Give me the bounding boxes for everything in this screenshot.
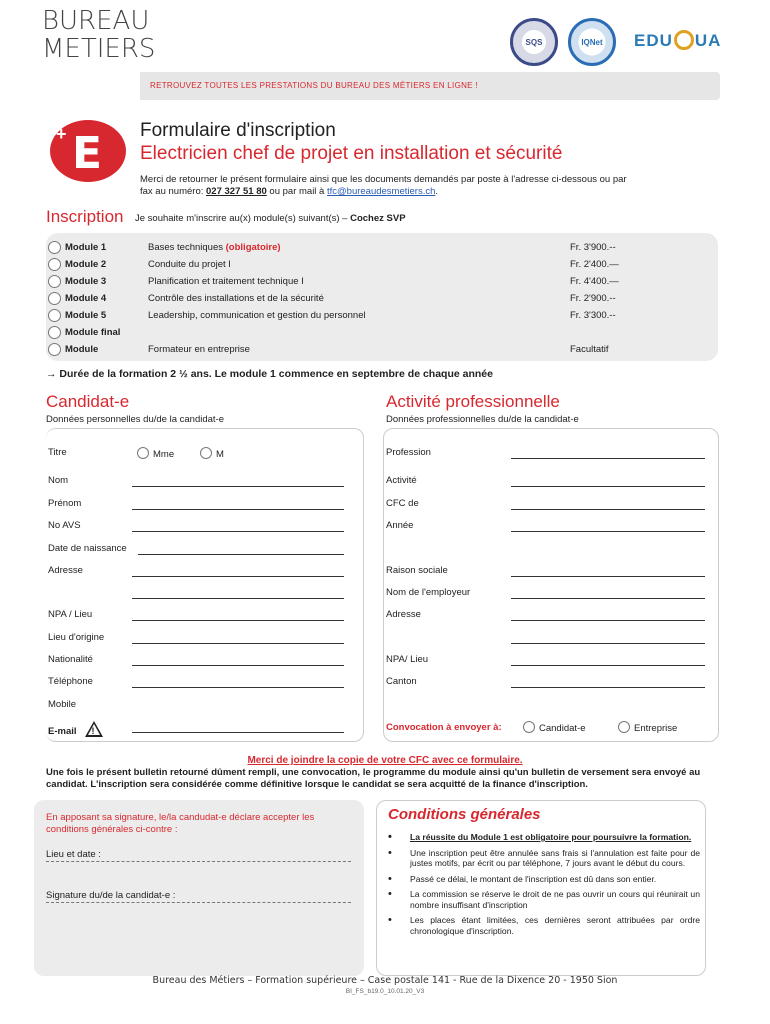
lieu-date-line[interactable]	[46, 861, 351, 862]
module-price: Fr. 3'900.--	[570, 242, 616, 253]
module-radio[interactable]	[48, 309, 61, 322]
candidat-subtitle: Données personnelles du/de la candidat-e	[46, 414, 224, 425]
module-price: Fr. 2'900.--	[570, 293, 616, 304]
pro-raison-input-line[interactable]	[511, 576, 705, 577]
activite-title: Activité professionnelle	[386, 392, 560, 411]
cfc-reminder: Merci de joindre la copie de votre CFC avec ce formulaire.	[247, 755, 523, 766]
website-banner[interactable]: RETROUVEZ TOUTES LES PRESTATIONS DU BUREAU DES MÉTIERS EN LIGNE !	[140, 72, 720, 100]
naissance-label: Date de naissance	[48, 543, 127, 554]
logo-line2: METIERS	[42, 34, 156, 64]
form-title: Formulaire d'inscription	[140, 120, 336, 141]
conditions-list	[388, 832, 700, 941]
nom-label: Nom	[48, 475, 69, 486]
module-row[interactable]	[46, 291, 718, 307]
module-name: Module final	[65, 327, 121, 338]
pro-npa-input-line[interactable]	[511, 665, 705, 666]
module-desc: Conduite du projet I	[148, 259, 231, 270]
prenom-input-line[interactable]	[132, 509, 344, 510]
module-row[interactable]	[46, 325, 718, 341]
module-desc: Leadership, communication et gestion du personnel	[148, 310, 366, 321]
module-name: Module 5	[65, 310, 107, 321]
pro-profession-input-line[interactable]	[511, 458, 705, 459]
iqnet-certification-badge	[568, 18, 616, 66]
origine-label: Lieu d'origine	[48, 632, 105, 643]
eduqua-pre: EDU	[634, 31, 673, 50]
npa-label: NPA / Lieu	[48, 609, 93, 620]
m-radio[interactable]	[200, 447, 212, 459]
inscription-title: Inscription	[46, 207, 124, 226]
module-radio[interactable]	[48, 326, 61, 339]
pro-annee-label: Année	[386, 520, 414, 531]
condition-item: • La commission se réserve le droit de ne pas ouvrir un cours qui réunirait un nombre insuffisant d'inscription	[388, 889, 700, 910]
fax-number: 027 327 51 80	[206, 186, 267, 197]
pro-npa-label: NPA/ Lieu	[386, 654, 429, 665]
email-link[interactable]: tfc@bureaudesmetiers.ch	[326, 186, 436, 197]
pro-profession-label: Profession	[386, 447, 431, 458]
telephone-input-line[interactable]	[132, 687, 344, 688]
condition-item: • Les places étant limitées, ces dernières seront attribuées par ordre chronologique d'inscription.	[388, 915, 700, 936]
activite-box	[383, 428, 719, 742]
footer-address: Bureau des Métiers – Formation supérieure – Case postale 141 - Rue de la Dixence 20 - 1950 Sion	[152, 975, 618, 986]
module-name: Module 3	[65, 276, 107, 287]
pro-activite-label: Activité	[386, 475, 417, 486]
conditions-title: Conditions générales	[388, 806, 541, 823]
condition-item: • Une inscription peut être annulée sans frais si l'annulation est faite pour de justes motifs, par écrit ou par téléphone, 7 jours avant le début du cours.	[388, 848, 700, 869]
titre-mme-option[interactable]: Mme	[137, 447, 174, 460]
nom-input-line[interactable]	[132, 486, 344, 487]
module-price: Fr. 2'400.—	[570, 259, 619, 270]
sqs-certification-badge	[510, 18, 558, 66]
pro-adresse-input-line[interactable]	[511, 620, 705, 621]
signature-intro: En apposant sa signature, le/la candudat-e déclare accepter les conditions générales ci-contre :	[46, 812, 315, 835]
convocation-label: Convocation à envoyer à:	[386, 722, 502, 733]
pro-raison-label: Raison sociale	[386, 565, 448, 576]
mobile-label: Mobile	[48, 699, 76, 710]
convocation-entreprise-option[interactable]: Entreprise	[618, 721, 677, 734]
nationalite-label: Nationalité	[48, 654, 93, 665]
titre-label: Titre	[48, 447, 67, 458]
module-price: Fr. 4'400.—	[570, 276, 619, 287]
module-name: Module 4	[65, 293, 107, 304]
pro-adresse-label: Adresse	[386, 609, 421, 620]
module-price: Fr. 3'300.--	[570, 310, 616, 321]
confirmation-note: Une fois le présent bulletin retourné dûment rempli, une convocation, le programme du module ainsi qu'un bulletin de versement sera envoyé au candidat. L'inscription sera considérée comme définitive lorsque le candidat se sera acquitté de la finance d'inscription.	[46, 767, 701, 790]
email-input-line[interactable]	[132, 732, 344, 733]
pro-adresse-2-input-line[interactable]	[511, 643, 705, 644]
module-row[interactable]	[46, 240, 718, 256]
module-radio[interactable]	[48, 292, 61, 305]
duration-note: → Durée de la formation 2 ½ ans. Le module 1 commence en septembre de chaque année	[46, 368, 493, 380]
inscription-subtitle: Je souhaite m'inscrire au(x) module(s) suivant(s) – Cochez SVP	[135, 213, 406, 224]
lieu-date-label: Lieu et date :	[46, 849, 101, 860]
nationalite-input-line[interactable]	[132, 665, 344, 666]
module-name: Module 2	[65, 259, 107, 270]
candidat-radio[interactable]	[523, 721, 535, 733]
intro-text: Merci de retourner le présent formulaire ainsi que les documents demandés par poste à l'adresse ci-dessous ou par fax au numéro: 027 327 51 80 ou par mail à tfc@bureaudesmetiers.ch.	[140, 174, 627, 197]
electrician-e-icon: + E	[50, 120, 126, 182]
pro-activite-input-line[interactable]	[511, 486, 705, 487]
activite-subtitle: Données professionnelles du/de la candidat-e	[386, 414, 579, 425]
pro-canton-label: Canton	[386, 676, 417, 687]
module-desc: Contrôle des installations et de la sécurité	[148, 293, 324, 304]
module-radio[interactable]	[48, 258, 61, 271]
candidat-box	[46, 428, 364, 742]
sqs-label: SQS	[525, 38, 543, 47]
candidat-title: Candidat-e	[46, 392, 130, 411]
module-desc: Planification et traitement technique I	[148, 276, 304, 287]
module-desc: Formateur en entreprise	[148, 344, 250, 355]
avs-input-line[interactable]	[132, 531, 344, 532]
pro-annee-input-line[interactable]	[511, 531, 705, 532]
origine-input-line[interactable]	[132, 643, 344, 644]
prenom-label: Prénom	[48, 498, 82, 509]
warning-icon: !	[85, 721, 103, 737]
pro-canton-input-line[interactable]	[511, 687, 705, 688]
eduqua-post: UA	[694, 31, 722, 50]
eduqua-q-icon	[674, 30, 694, 50]
module-radio[interactable]	[48, 343, 61, 356]
module-row[interactable]	[46, 342, 718, 358]
adresse-input-line[interactable]	[132, 576, 344, 577]
titre-m-option[interactable]: M	[200, 447, 224, 460]
avs-label: No AVS	[48, 520, 81, 531]
logo-line1: BUREAU	[42, 6, 150, 36]
signature-label: Signature du/de la candidat-e :	[46, 890, 176, 901]
iqnet-label: IQNet	[581, 38, 603, 47]
logo	[42, 8, 155, 62]
condition-item: • Passé ce délai, le montant de l'inscription est dû dans son entier.	[388, 874, 700, 885]
module-name: Module 1	[65, 242, 107, 253]
email-label: E-mail !	[48, 721, 103, 737]
pro-employeur-input-line[interactable]	[511, 598, 705, 599]
module-price: Facultatif	[570, 344, 609, 355]
module-name: Module	[65, 344, 99, 355]
document-reference: BI_FS_b19.0_10.01.20_V3	[345, 988, 425, 995]
condition-item: • La réussite du Module 1 est obligatoire pour poursuivre la formation.	[388, 832, 700, 843]
naissance-input-line[interactable]	[138, 554, 344, 555]
module-radio[interactable]	[48, 241, 61, 254]
module-row[interactable]	[46, 308, 718, 324]
mme-radio[interactable]	[137, 447, 149, 459]
telephone-label: Téléphone	[48, 676, 93, 687]
pro-employeur-label: Nom de l'employeur	[386, 587, 471, 598]
module-row[interactable]	[46, 257, 718, 273]
npa-input-line[interactable]	[132, 620, 344, 621]
eduqua-logo	[634, 30, 721, 51]
module-radio[interactable]	[48, 275, 61, 288]
module-row[interactable]	[46, 274, 718, 290]
convocation-candidat-option[interactable]: Candidat-e	[523, 721, 585, 734]
entreprise-radio[interactable]	[618, 721, 630, 733]
pro-cfc-label: CFC de	[386, 498, 419, 509]
form-subtitle: Electricien chef de projet en installation et sécurité	[140, 143, 563, 164]
pro-cfc-input-line[interactable]	[511, 509, 705, 510]
signature-line[interactable]	[46, 902, 351, 903]
module-desc: Bases techniques (obligatoire)	[148, 242, 281, 253]
adresse-2-input-line[interactable]	[132, 598, 344, 599]
adresse-label: Adresse	[48, 565, 83, 576]
